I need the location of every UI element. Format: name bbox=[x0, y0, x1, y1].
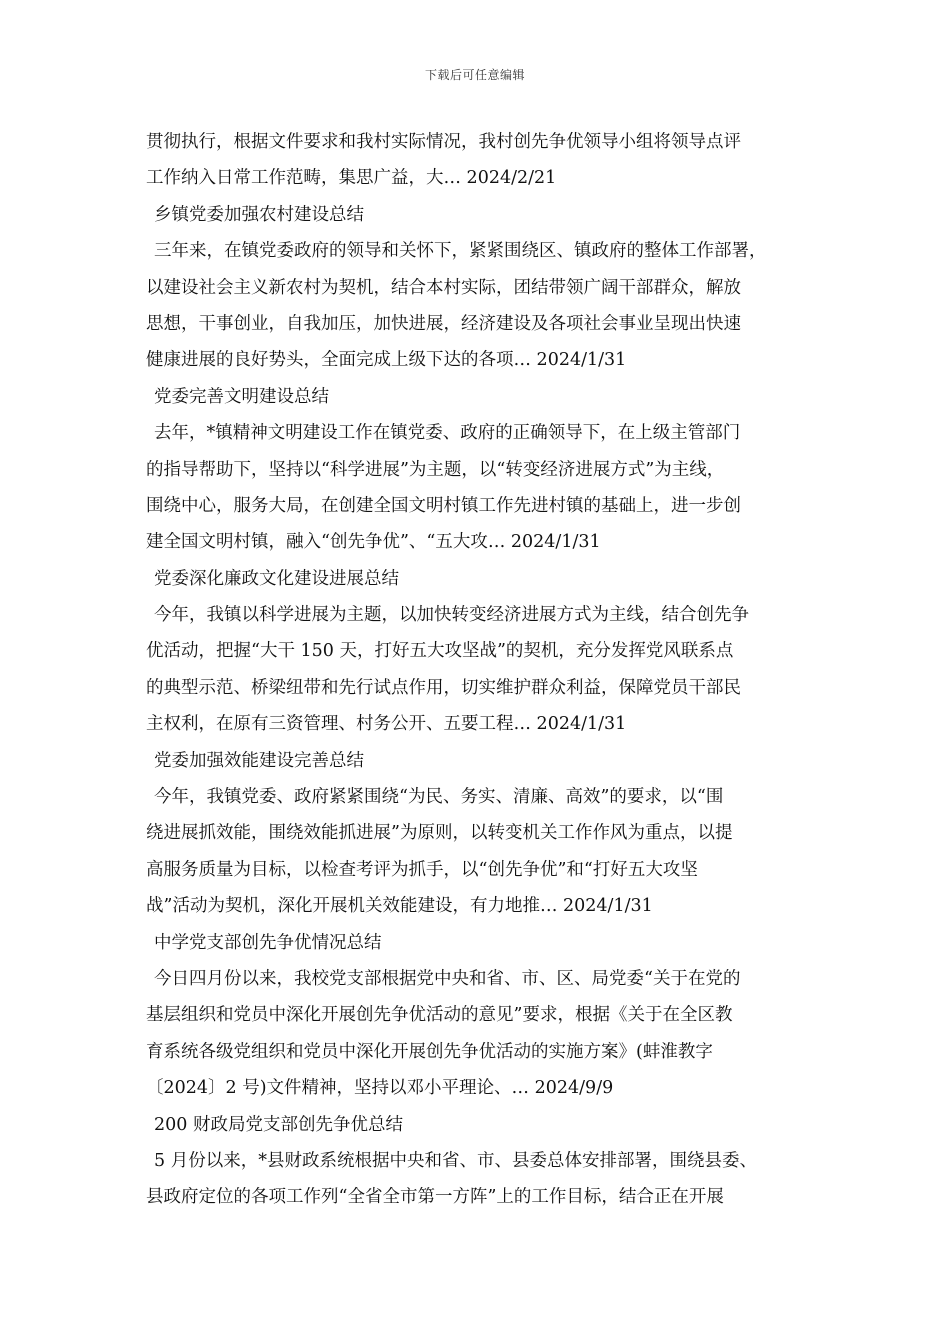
text-line: 建全国文明村镇，融入“创先争优”、“五大攻… 2024/1/31 bbox=[146, 532, 601, 553]
section-title: 党委完善文明建设总结 bbox=[154, 386, 329, 407]
text-line: 以建设社会主义新农村为契机，结合本村实际，团结带领广阔干部群众，解放 bbox=[146, 277, 741, 298]
text-line: 今年，我镇以科学进展为主题，以加快转变经济进展方式为主线，结合创先争 bbox=[154, 605, 749, 626]
text-line: 绕进展抓效能，围绕效能抓进展”为原则，以转变机关工作作风为重点，以提 bbox=[146, 823, 733, 844]
section-title: 党委深化廉政文化建设进展总结 bbox=[154, 568, 399, 589]
text-line: 战”活动为契机，深化开展机关效能建设，有力地推… 2024/1/31 bbox=[146, 896, 653, 917]
text-line: 健康进展的良好势头，全面完成上级下达的各项… 2024/1/31 bbox=[146, 350, 627, 371]
text-line: 工作纳入日常工作范畴，集思广益，大… 2024/2/21 bbox=[146, 168, 557, 189]
text-line: 〔2024〕2 号)文件精神，坚持以邓小平理论、… 2024/9/9 bbox=[146, 1078, 614, 1099]
text-line: 育系统各级党组织和党员中深化开展创先争优活动的实施方案》(蚌淮教字 bbox=[146, 1041, 713, 1062]
section-title: 200 财政局党支部创先争优总结 bbox=[154, 1114, 403, 1135]
section-title: 党委加强效能建设完善总结 bbox=[154, 750, 364, 771]
page-header-note: 下载后可任意编辑 bbox=[424, 68, 525, 82]
text-line: 优活动，把握“大干 150 天，打好五大攻坚战”的契机，充分发挥党风联系点 bbox=[146, 641, 734, 662]
text-line: 思想，干事创业，自我加压，加快进展，经济建设及各项社会事业呈现出快速 bbox=[146, 313, 741, 334]
text-line: 今年，我镇党委、政府紧紧围绕“为民、务实、清廉、高效”的要求，以“围 bbox=[154, 787, 724, 808]
text-line: 基层组织和党员中深化开展创先争优活动的意见”要求，根据《关于在全区教 bbox=[146, 1005, 733, 1026]
text-line: 三年来，在镇党委政府的领导和关怀下，紧紧围绕区、镇政府的整体工作部署， bbox=[154, 241, 767, 262]
text-line: 围绕中心，服务大局，在创建全国文明村镇工作先进村镇的基础上，进一步创 bbox=[146, 495, 741, 516]
text-line: 5 月份以来，*县财政系统根据中央和省、市、县委总体安排部署，围绕县委、 bbox=[154, 1150, 757, 1171]
text-line: 的典型示范、桥梁纽带和先行试点作用，切实维护群众利益，保障党员干部民 bbox=[146, 677, 741, 698]
text-line: 今日四月份以来，我校党支部根据党中央和省、市、区、局党委“关于在党的 bbox=[154, 968, 741, 989]
text-line: 贯彻执行，根据文件要求和我村实际情况，我村创先争优领导小组将领导点评 bbox=[146, 132, 741, 152]
document-body bbox=[146, 124, 826, 1216]
section-title: 乡镇党委加强农村建设总结 bbox=[154, 204, 364, 225]
text-line: 主权利，在原有三资管理、村务公开、五要工程… 2024/1/31 bbox=[146, 714, 627, 735]
text-line: 去年，*镇精神文明建设工作在镇党委、政府的正确领导下，在上级主管部门 bbox=[154, 423, 741, 444]
text-line: 的指导帮助下，坚持以“科学进展”为主题，以“转变经济进展方式”为主线， bbox=[146, 459, 725, 480]
section-title: 中学党支部创先争优情况总结 bbox=[154, 932, 382, 953]
text-line: 县政府定位的各项工作列“全省全市第一方阵”上的工作目标，结合正在开展 bbox=[146, 1187, 724, 1208]
text-line: 高服务质量为目标，以检查考评为抓手，以“创先争优”和“打好五大攻坚 bbox=[146, 859, 698, 880]
